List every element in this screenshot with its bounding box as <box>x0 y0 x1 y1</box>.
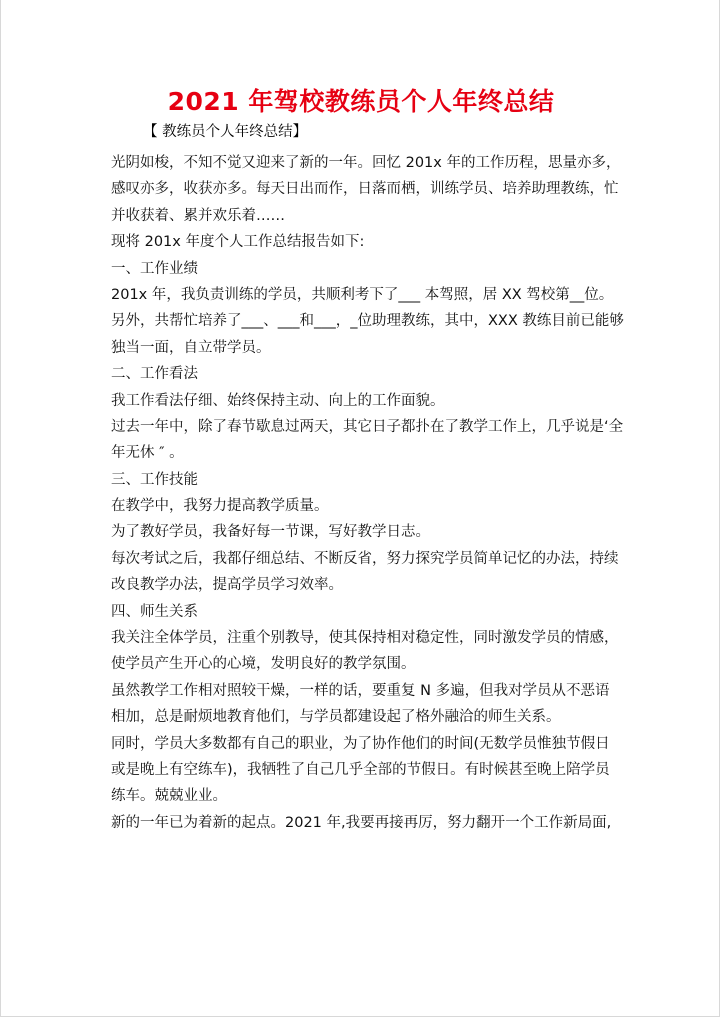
body-line: 年无休 ″ 。 <box>111 445 184 462</box>
document-title: 2021 年驾校教练员个人年终总结 <box>167 87 555 116</box>
body-line: 在教学中，我努力提高教学质量。 <box>111 498 329 515</box>
body-line: 感叹亦多，收获亦多。每天日出而作，日落而栖，训练学员、培养助理教练，忙 <box>111 181 619 198</box>
document-subtitle: 【 教练员个人年终总结】 <box>143 124 308 140</box>
body-line: 每次考试之后，我都仔细总结、不断反省，努力探究学员简单记忆的办法，持续 <box>111 550 619 567</box>
section-heading: 四、师生关系 <box>111 603 198 620</box>
section-heading: 二、工作看法 <box>111 366 198 383</box>
body-line: 独当一面，自立带学员。 <box>111 339 271 356</box>
body-line: 练车。兢兢业业。 <box>111 788 227 805</box>
body-line: 虽然教学工作相对照较干燥，一样的话，要重复 N 多遍，但我对学员从不恶语 <box>111 682 610 699</box>
body-line: 过去一年中，除了春节歇息过两天，其它日子都扑在了教学工作上，几乎说是‘全 <box>111 418 624 435</box>
body-line: 同时，学员大多数都有自己的职业，为了协作他们的时间(无数学员惟独节假日 <box>111 735 610 752</box>
section-heading: 三、工作技能 <box>111 471 198 488</box>
section-heading: 一、工作业绩 <box>111 260 198 277</box>
body-line: 新的一年已为着新的起点。2021 年,我要再接再厉，努力翻开一个工作新局面, <box>111 814 612 831</box>
body-line: 相加，总是耐烦地教育他们，与学员都建设起了格外融洽的师生关系。 <box>111 709 561 726</box>
body-line: 201x 年，我负责训练的学员，共顺利考下了___ 本驾照，居 XX 驾校第__位。 <box>111 286 614 303</box>
body-line: 我工作看法仔细、始终保持主动、向上的工作面貌。 <box>111 392 445 409</box>
body-line: 并收获着、累并欢乐着…… <box>111 207 285 224</box>
body-line: 光阴如梭，不知不觉又迎来了新的一年。回忆 201x 年的工作历程，思量亦多， <box>111 155 621 171</box>
body-line: 改良教学办法，提高学员学习效率。 <box>111 577 343 594</box>
document-body <box>111 150 624 836</box>
body-line: 现将 201x 年度个人工作总结报告如下: <box>111 234 365 251</box>
body-line: 或是晚上有空练车)，我牺牲了自己几乎全部的节假日。有时候甚至晚上陪学员 <box>111 761 610 778</box>
body-line: 使学员产生开心的心境，发明良好的教学氛围。 <box>111 656 416 673</box>
body-line: 另外，共帮忙培养了___、___和___，_位助理教练，其中，XXX 教练目前已能够 <box>111 313 624 330</box>
body-line: 为了教好学员，我备好每一节课，写好教学日志。 <box>111 524 430 541</box>
body-line: 我关注全体学员，注重个别教导，使其保持相对稳定性，同时激发学员的情感， <box>111 630 619 647</box>
